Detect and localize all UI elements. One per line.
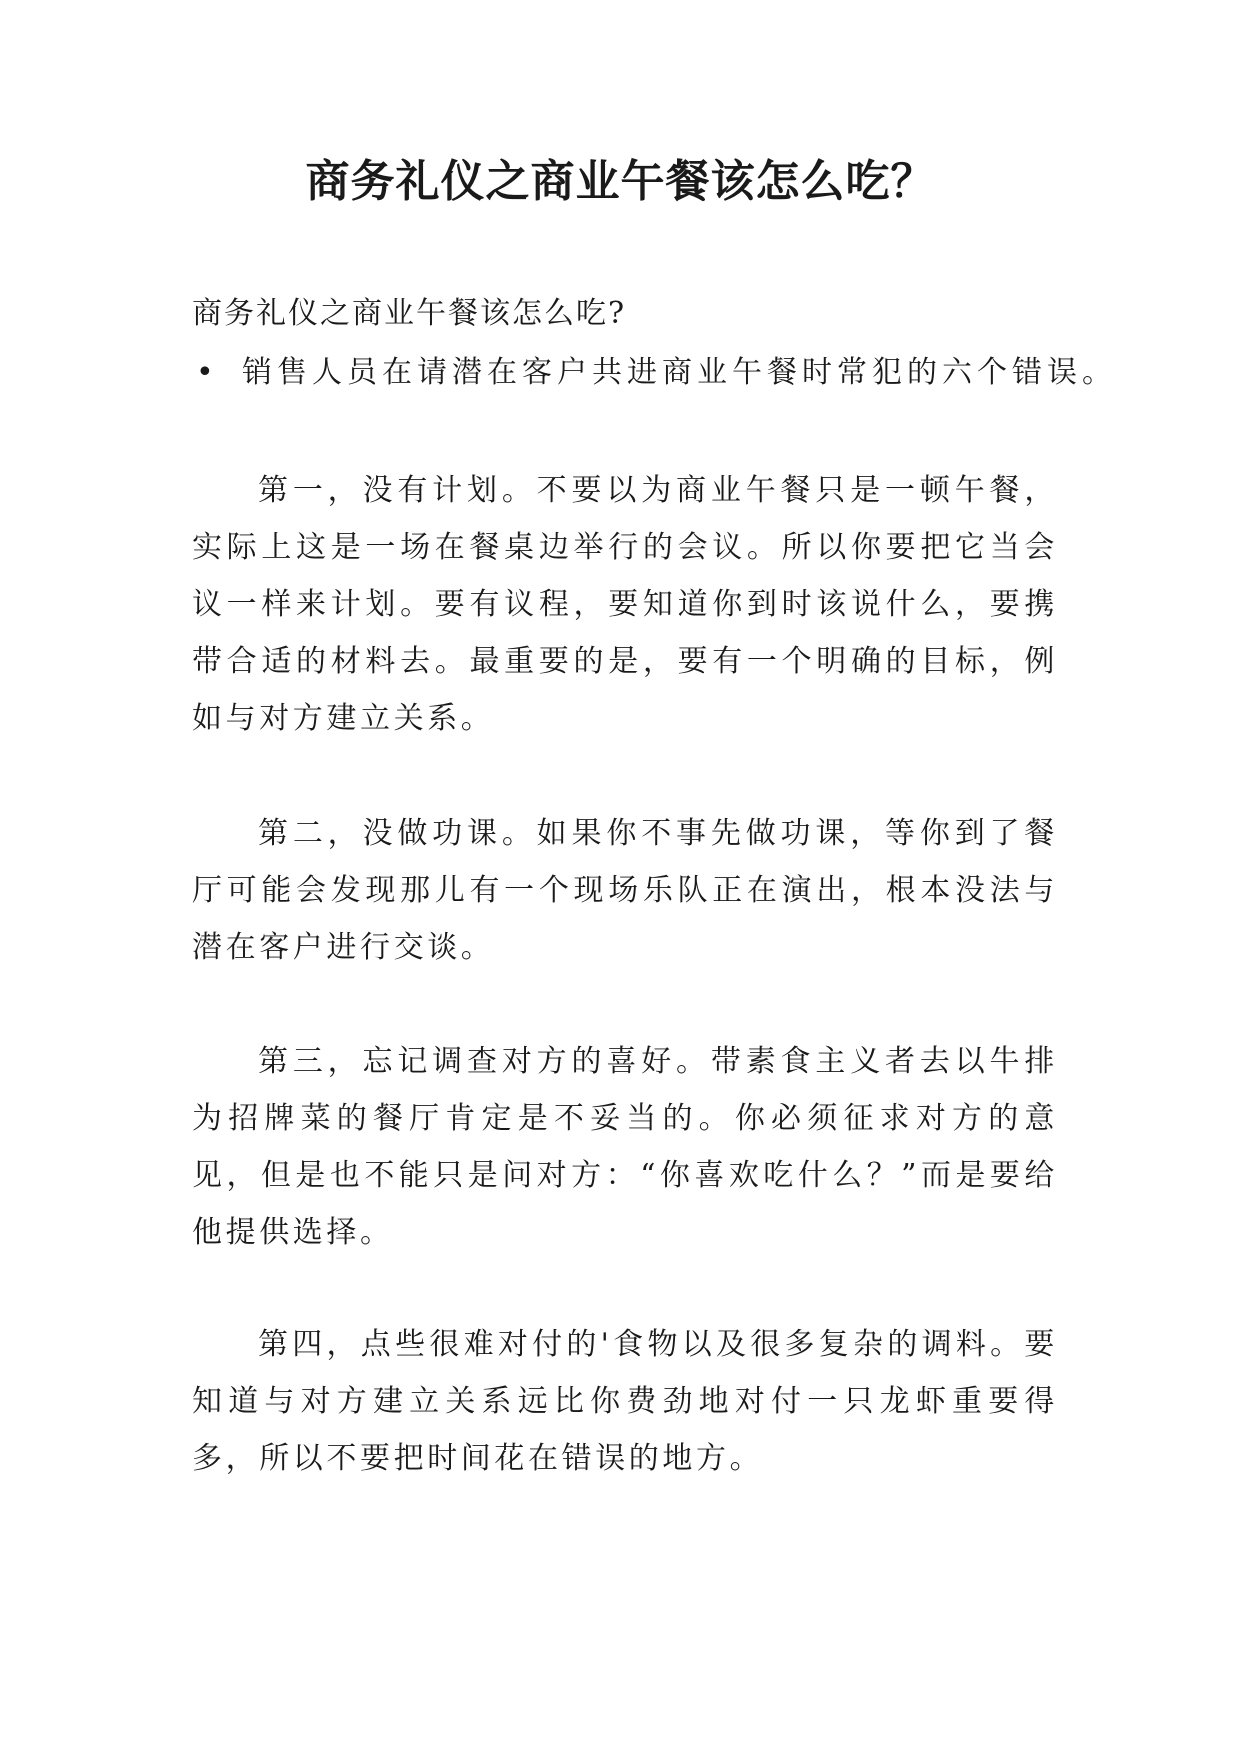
paragraph-2: 第二，没做功课。如果你不事先做功课，等你到了餐厅可能会发现那儿有一个现场乐队正在演出，根本没法与潜在客户进行交谈。	[192, 816, 1058, 965]
paragraph-3: 第三，忘记调查对方的喜好。带素食主义者去以牛排为招牌菜的餐厅肯定是不妥当的。你必须征求对方的意见，但是也不能只是问对方：“你喜欢吃什么？”而是要给他提供选择。	[192, 1044, 1058, 1250]
paragraph-4: 第四，点些很难对付的'食物以及很多复杂的调料。要知道与对方建立关系远比你费劲地对付一只龙虾重要得多，所以不要把时间花在错误的地方。	[192, 1327, 1058, 1476]
bullet-text: 销售人员在请潜在客户共进商业午餐时常犯的六个错误。	[242, 355, 1117, 390]
bullet-marker: •	[196, 355, 214, 390]
paragraph-1: 第一，没有计划。不要以为商业午餐只是一顿午餐，实际上这是一场在餐桌边举行的会议。所以你要把它当会议一样来计划。要有议程，要知道你到时该说什么，要携带合适的材料去。最重要的是，要有一个明确的目标，例如与对方建立关系。	[192, 473, 1058, 736]
document-subtitle: 商务礼仪之商业午餐该怎么吃?	[192, 296, 627, 331]
bullet-item	[196, 352, 1117, 394]
document-title: 商务礼仪之商业午餐该怎么吃？	[305, 156, 936, 207]
